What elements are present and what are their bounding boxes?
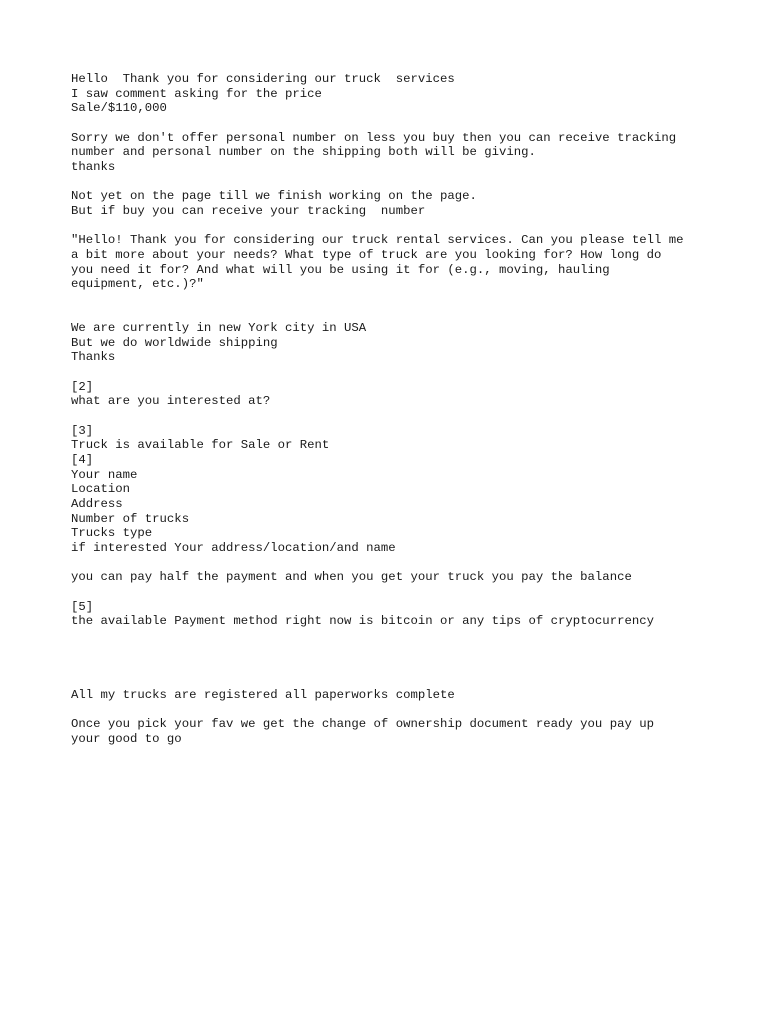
text-line: I saw comment asking for the price [71,86,322,101]
text-line: the available Payment method right now is bitcoin or any tips of cryptocurrency [71,614,654,629]
section-marker: [5] [71,599,94,614]
text-line: thanks [71,159,116,174]
blank-line [71,658,751,673]
text-line: Truck is available for Sale or Rent [71,438,330,453]
text-line: if interested Your address/location/and name [71,541,396,555]
text-line: Your name [71,467,138,482]
text-line: "Hello! Thank you for considering our truck rental services. Can you please tell me [71,233,684,248]
blank-line [71,644,751,659]
blank-line [71,307,751,322]
section-marker: [4] [71,453,94,468]
section-marker: [2] [71,379,94,394]
blank-line [71,702,751,717]
text-line: We are currently in new York city in USA [71,321,367,336]
text-line: Address [71,497,123,512]
blank-line [71,629,751,644]
text-line: equipment, etc.)?" [71,277,204,292]
text-line: a bit more about your needs? What type of truck are you looking for? How long do [71,247,662,262]
text-line: your good to go [71,731,182,746]
blank-line [71,116,751,131]
text-line: But we do worldwide shipping [71,335,278,350]
text-line: what are you interested at? [71,394,271,409]
blank-line [71,556,751,571]
text-line: number and personal number on the shipping both will be giving. [71,145,536,160]
section-marker: [3] [71,423,94,438]
text-line: Hello Thank you for considering our truck services [71,72,455,86]
text-line: you can pay half the payment and when you get your truck you pay the balance [71,570,632,585]
text-line: Once you pick your fav we get the change of ownership document ready you pay up [71,716,654,731]
text-line: But if buy you can receive your tracking number [71,203,426,218]
blank-line [71,585,751,600]
blank-line [71,409,751,424]
blank-line [71,219,751,234]
blank-line [71,673,751,688]
text-line: Sorry we don't offer personal number on less you buy then you can receive tracking [71,130,677,145]
text-line: Location [71,482,131,497]
document-text [71,72,751,746]
text-line: Sale/$110,000 [71,101,167,116]
blank-line [71,365,751,380]
text-line: you need it for? And what will you be using it for (e.g., moving, hauling [71,262,610,277]
text-line: Thanks [71,350,116,365]
text-line: All my trucks are registered all paperworks complete [71,687,455,702]
blank-line [71,175,751,190]
blank-line [71,292,751,307]
text-line: Trucks type [71,526,153,541]
text-line: Number of trucks [71,511,190,526]
text-line: Not yet on the page till we finish working on the page. [71,189,477,204]
